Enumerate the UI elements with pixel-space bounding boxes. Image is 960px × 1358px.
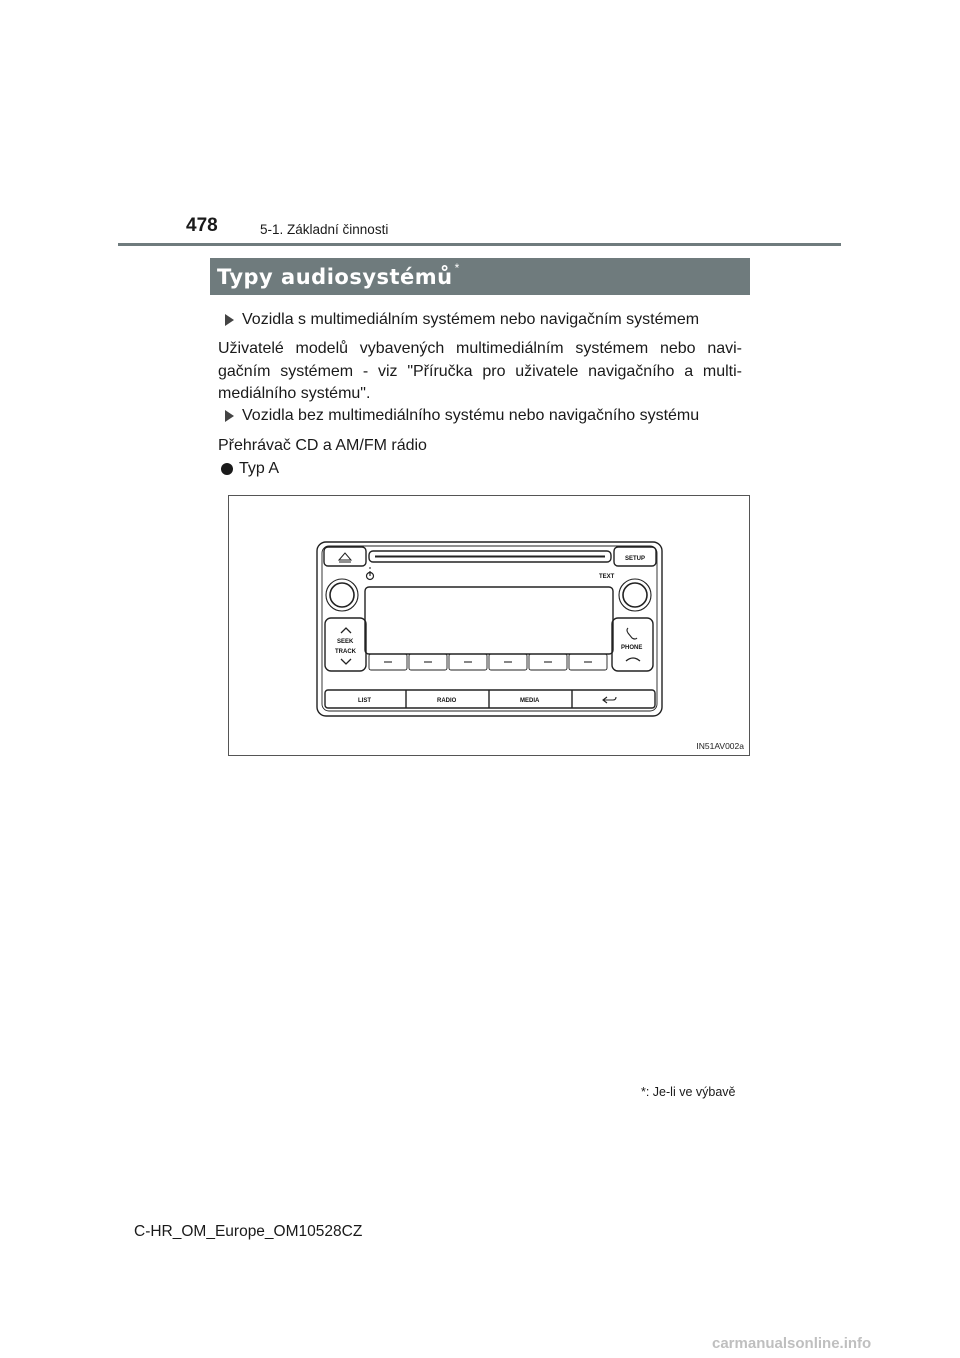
track-label: TRACK bbox=[335, 649, 356, 655]
chevron-up-icon bbox=[341, 628, 351, 633]
chevron-down-icon bbox=[341, 659, 351, 664]
eject-button bbox=[324, 547, 366, 566]
radio-label: RADIO bbox=[437, 698, 457, 704]
header-rule bbox=[118, 243, 841, 246]
optional-equipment-marker: * bbox=[454, 260, 460, 275]
section-title: Typy audiosystémů bbox=[217, 264, 453, 289]
triangle-bullet-icon bbox=[225, 314, 234, 326]
list-label: LIST bbox=[358, 698, 371, 704]
bullet-type-a bbox=[221, 460, 279, 478]
bullet-type-a-text: Typ A bbox=[239, 460, 280, 477]
phone-label: PHONE bbox=[621, 645, 643, 651]
text-label: TEXT bbox=[599, 574, 615, 580]
subhead-no-multimedia-text: Vozidla bez multimediálního systému nebo navigačního systému bbox=[242, 407, 700, 424]
media-label: MEDIA bbox=[520, 698, 540, 704]
audio-unit-illustration bbox=[229, 496, 749, 755]
bullet-dot-icon bbox=[221, 463, 233, 475]
subhead-multimedia-text: Vozidla s multimediálním systémem nebo navigačním systémem bbox=[242, 311, 700, 328]
display-screen bbox=[365, 587, 613, 654]
paragraph-cd-radio: Přehrávač CD a AM/FM rádio bbox=[218, 437, 427, 454]
seek-label: SEEK bbox=[337, 639, 354, 645]
tune-knob bbox=[623, 583, 647, 607]
paragraph-multimedia: Uživatelé modelů vybavených multimediálním systémem nebo navi-gačním systémem - viz "Příručka pro uživatele navigačního a multi-mediálního systému". bbox=[218, 340, 742, 402]
watermark: carmanualsonline.info bbox=[712, 1335, 872, 1352]
subhead-no-multimedia bbox=[225, 407, 699, 425]
setup-label: SETUP bbox=[625, 556, 646, 562]
audio-unit-figure bbox=[228, 495, 750, 756]
phone-hangup-icon bbox=[626, 658, 640, 661]
section-title-bar bbox=[210, 258, 750, 295]
bottom-button-row bbox=[325, 690, 655, 708]
document-code: C-HR_OM_Europe_OM10528CZ bbox=[134, 1223, 363, 1240]
volume-knob bbox=[330, 583, 354, 607]
phone-pickup-icon bbox=[627, 628, 637, 639]
page-number: 478 bbox=[186, 215, 218, 236]
eject-icon bbox=[339, 553, 351, 560]
section-label: 5-1. Základní činnosti bbox=[260, 222, 389, 237]
back-arrow-icon bbox=[603, 697, 616, 703]
figure-code: IN51AV002a bbox=[696, 741, 744, 751]
triangle-bullet-icon bbox=[225, 410, 234, 422]
subhead-multimedia bbox=[225, 311, 699, 329]
footnote: *: Je-li ve výbavě bbox=[641, 1085, 736, 1099]
